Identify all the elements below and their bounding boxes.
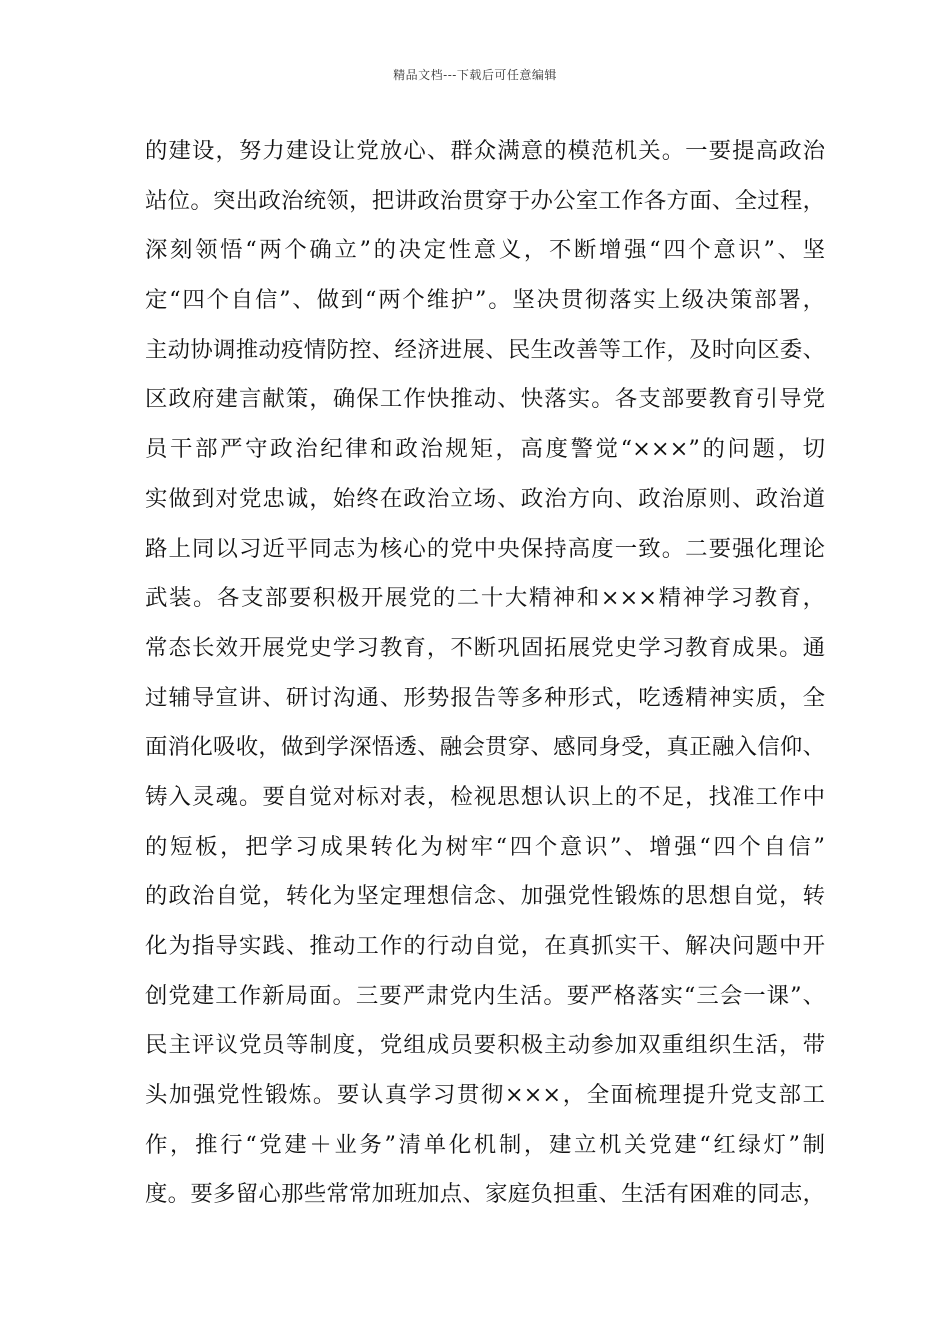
body-line: 面消化吸收，做到学深悟透、融会贯穿、感同身受，真正融入信仰、 [145, 734, 825, 761]
body-line: 铸入灵魂。要自觉对标对表，检视思想认识上的不足，找准工作中 [145, 783, 825, 810]
body-line: 的建设，努力建设让党放心、群众满意的模范机关。一要提高政治 [145, 138, 825, 164]
body-line: 员干部严守政治纪律和政治规矩，高度警觉“×××”的问题，切 [145, 436, 825, 463]
body-line: 站位。突出政治统领，把讲政治贯穿于办公室工作各方面、全过程， [145, 187, 825, 214]
body-line: 主动协调推动疫情防控、经济进展、民生改善等工作，及时向区委、 [145, 336, 825, 363]
body-line: 创党建工作新局面。三要严肃党内生活。要严格落实“三会一课”、 [145, 982, 825, 1009]
body-line: 度。要多留心那些常常加班加点、家庭负担重、生活有困难的同志， [145, 1181, 825, 1208]
body-line: 武装。各支部要积极开展党的二十大精神和×××精神学习教育， [145, 585, 825, 612]
body-line: 常态长效开展党史学习教育，不断巩固拓展党史学习教育成果。通 [145, 634, 825, 661]
document-body [145, 127, 825, 1220]
body-line: 定“四个自信”、做到“两个维护”。坚决贯彻落实上级决策部署， [145, 287, 825, 314]
body-line: 深刻领悟“两个确立”的决定性意义，不断增强“四个意识”、坚 [145, 237, 825, 264]
body-line: 作，推行“党建＋业务”清单化机制，建立机关党建“红绿灯”制 [145, 1131, 825, 1158]
body-line: 路上同以习近平同志为核心的党中央保持高度一致。二要强化理论 [145, 535, 825, 562]
body-line: 头加强党性锻炼。要认真学习贯彻×××，全面梳理提升党支部工 [145, 1082, 825, 1109]
body-line: 民主评议党员等制度，党组成员要积极主动参加双重组织生活，带 [145, 1032, 825, 1059]
body-line: 实做到对党忠诚，始终在政治立场、政治方向、政治原则、政治道 [145, 485, 825, 512]
body-line: 过辅导宣讲、研讨沟通、形势报告等多种形式，吃透精神实质，全 [145, 684, 825, 711]
body-line: 化为指导实践、推动工作的行动自觉，在真抓实干、解决问题中开 [145, 933, 825, 959]
body-line: 的短板，把学习成果转化为树牢“四个意识”、增强“四个自信” [145, 833, 825, 860]
page-header: 精品文档---下载后可任意编辑 [393, 68, 557, 82]
body-line: 区政府建言献策，确保工作快推动、快落实。各支部要教育引导党 [145, 386, 825, 413]
body-line: 的政治自觉，转化为坚定理想信念、加强党性锻炼的思想自觉，转 [145, 883, 825, 910]
